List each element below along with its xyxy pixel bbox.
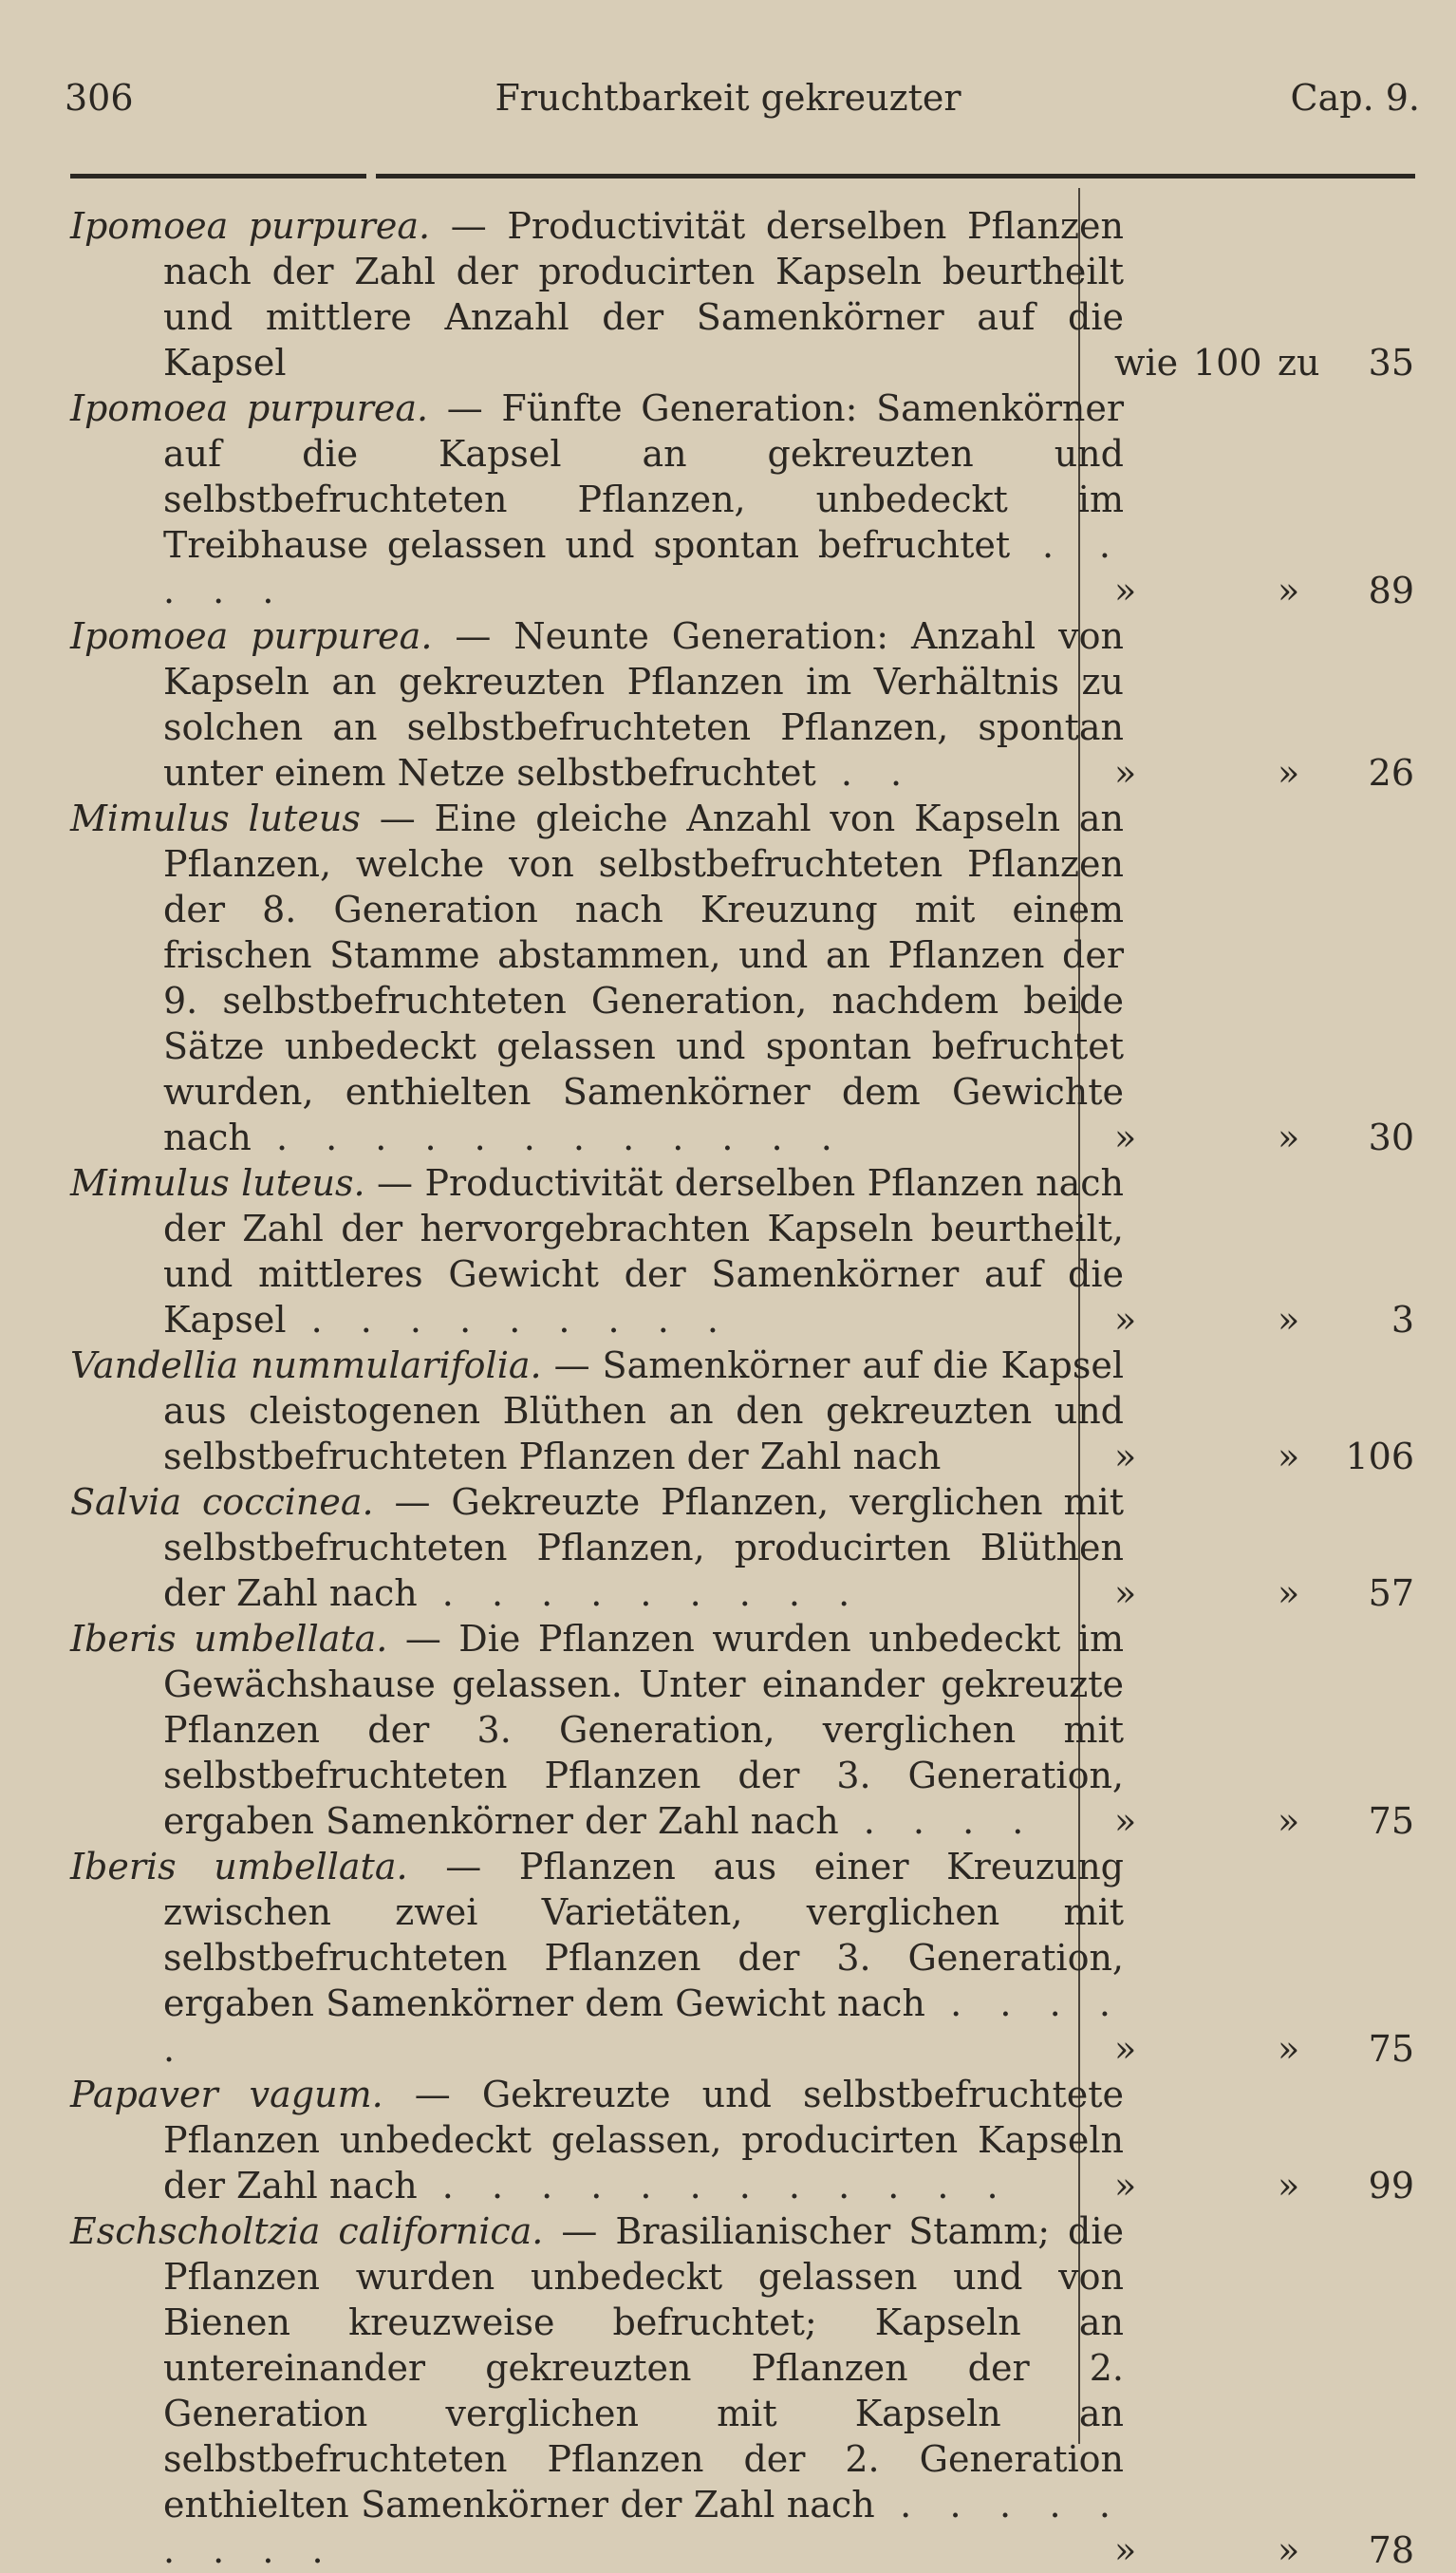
ratio-value: 30 (1368, 1117, 1414, 1158)
ratio-prefix: » (1114, 1436, 1137, 1477)
ratio-connector: » (1278, 752, 1300, 794)
row-description (70, 2208, 1124, 2573)
ratio-value: 3 (1391, 1299, 1414, 1341)
ratio-prefix: » (1114, 1800, 1137, 1842)
ratio-connector: » (1278, 1299, 1300, 1341)
ratio-cell (1092, 340, 1414, 385)
ratio-prefix: » (1114, 2529, 1137, 2571)
row-description (70, 1343, 1124, 1479)
table-row (0, 1616, 1456, 1844)
ratio-value: 57 (1368, 1572, 1414, 1614)
ratio-cell (1092, 1570, 1414, 1616)
species-name: Ipomoea purpurea. (70, 387, 429, 429)
ratio-cell (1092, 2527, 1414, 2573)
ratio-prefix: » (1114, 2165, 1137, 2207)
species-name: Iberis umbellata. (70, 1618, 388, 1660)
row-text: — Pflanzen aus einer Kreuzung zwischen zwei Varietäten, verglichen mit selbstbefruchteten Pflanzen der 3. Generation, ergaben Samenkörner dem Gewicht nach (163, 1846, 1124, 2024)
ratio-cell (1092, 1798, 1414, 1844)
table-row (0, 613, 1456, 796)
ratio-value: 99 (1368, 2165, 1414, 2207)
ratio-cell (1092, 568, 1414, 613)
row-description (70, 613, 1124, 796)
results-table (0, 203, 1456, 2573)
leader-dots: . . . . . . . . . (163, 2484, 1124, 2571)
row-text: — Brasilianischer Stamm; die Pflanzen wurden unbedeckt gelassen und von Bienen kreuzweise befruchtet; Kapseln an untereinander gekreuzten Pflanzen der 2. Generation verglichen mit Kapseln an selbstbefruchteten Pflanzen der 2. Generation enthielten Samenkörner der Zahl nach (163, 2210, 1124, 2526)
table-row (0, 1479, 1456, 1616)
species-name: Ipomoea purpurea. (70, 205, 431, 247)
ratio-prefix: » (1114, 1299, 1137, 1341)
chapter-label: Cap. 9. (1290, 77, 1420, 119)
row-text: — Samenkörner auf die Kapsel aus cleistogenen Blüthen an den gekreuzten und selbstbefruchteten Pflanzen der Zahl nach (163, 1344, 1124, 1477)
header-rule-long (376, 174, 1415, 178)
table-row (0, 1160, 1456, 1343)
row-text: — Die Pflanzen wurden unbedeckt im Gewächshause gelassen. Unter einander gekreuzte Pflanzen der 3. Generation, verglichen mit selbstbefruchteten Pflanzen der 3. Generation, ergaben Samenkörner der Zahl nach (163, 1618, 1125, 1842)
ratio-cell (1092, 750, 1414, 796)
page-number: 306 (65, 77, 134, 119)
table-row (0, 203, 1456, 385)
running-title: Fruchtbarkeit gekreuzter (495, 77, 961, 119)
table-row (0, 796, 1456, 1160)
leader-dots: . . (815, 752, 916, 794)
row-text: — Gekreuzte und selbstbefruchtete Pflanzen unbedeckt gelassen, producirten Kapseln der Zahl nach (163, 2074, 1125, 2207)
ratio-value: 106 (1345, 1436, 1414, 1477)
row-description (70, 2072, 1124, 2208)
row-text: — Productivität derselben Pflanzen nach der Zahl der hervorgebrachten Kapseln beurtheilt, und mittleres Gewicht der Samenkörner auf die Kapsel (163, 1162, 1124, 1341)
row-text: — Gekreuzte Pflanzen, verglichen mit selbstbefruchteten Pflanzen, producirten Blüthen der Zahl nach (163, 1481, 1124, 1614)
species-name: Salvia coccinea. (70, 1481, 374, 1523)
ratio-prefix: wie (1114, 342, 1179, 384)
table-row (0, 1844, 1456, 2072)
leader-dots: . . . . (838, 1800, 1037, 1842)
row-description (70, 1616, 1124, 1844)
leader-dots: . . . . . . . . . . . . (417, 2165, 1012, 2207)
ratio-cell (1092, 1434, 1414, 1479)
species-name: Ipomoea purpurea. (70, 615, 433, 657)
ratio-cell (1092, 2163, 1414, 2208)
row-description (70, 1479, 1124, 1616)
species-name: Iberis umbellata. (70, 1846, 408, 1887)
ratio-value: 26 (1368, 752, 1414, 794)
ratio-connector: » (1278, 570, 1300, 611)
ratio-value: 35 (1368, 342, 1414, 384)
ratio-connector: » (1278, 1436, 1300, 1477)
species-name: Mimulus luteus. (70, 1162, 365, 1204)
row-description (70, 385, 1124, 613)
row-description (70, 796, 1124, 1160)
ratio-prefix: » (1114, 570, 1137, 611)
ratio-connector: » (1278, 1800, 1300, 1842)
ratio-value: 78 (1368, 2529, 1414, 2571)
ratio-prefix: » (1114, 2028, 1137, 2070)
ratio-value: 75 (1368, 2028, 1414, 2070)
ratio-connector: » (1278, 1117, 1300, 1158)
row-description (70, 1160, 1124, 1343)
leader-dots: . . . . . (163, 1982, 1124, 2070)
ratio-connector: » (1278, 2165, 1300, 2207)
table-row (0, 385, 1456, 613)
ratio-cell (1092, 1297, 1414, 1343)
page-header (0, 74, 1456, 122)
row-description (70, 1844, 1124, 2072)
ratio-value: 75 (1368, 1800, 1414, 1842)
leader-dots: . . . . . . . . . (286, 1299, 732, 1341)
ratio-value: 89 (1368, 570, 1414, 611)
row-text: — Eine gleiche Anzahl von Kapseln an Pflanzen, welche von selbstbefruchteten Pflanzen der 8. Generation nach Kreuzung mit einem frischen Stamme abstammen, und an Pflanzen der 9. selbstbefruchteten Generation, nachdem beide Sätze unbedeckt gelassen und spontan befruchtet wurden, enthielten Samenkörner dem Gewichte nach (163, 798, 1124, 1158)
leader-dots: . . . . . (163, 524, 1124, 611)
row-description (70, 203, 1124, 385)
table-row (0, 1343, 1456, 1479)
species-name: Mimulus luteus (70, 798, 361, 839)
ratio-cell (1092, 2026, 1414, 2072)
ratio-connector: » (1278, 2529, 1300, 2571)
ratio-prefix: » (1114, 1117, 1137, 1158)
leader-dots: . . . . . . . . . (417, 1572, 864, 1614)
ratio-connector: » (1278, 1572, 1300, 1614)
row-text: — Productivität derselben Pflanzen nach der Zahl der producirten Kapseln beurtheilt und mittlere Anzahl der Samenkörner auf die Kapsel (163, 205, 1124, 384)
table-row (0, 2208, 1456, 2573)
ratio-connector: zu (1278, 342, 1320, 384)
row-text: — Fünfte Generation: Samenkörner auf die Kapsel an gekreuzten und selbstbefruchteten Pflanzen, unbedeckt im Treibhause gelassen und spontan befruchtet (163, 387, 1124, 566)
row-text: — Neunte Generation: Anzahl von Kapseln an gekreuzten Pflanzen im Verhältnis zu solchen an selbstbefruchteten Pflanzen, spontan unter einem Netze selbstbefruchtet (163, 615, 1124, 794)
ratio-prefix: » (1114, 752, 1137, 794)
species-name: Papaver vagum. (70, 2074, 383, 2115)
ratio-connector: » (1278, 2028, 1300, 2070)
species-name: Eschscholtzia californica. (70, 2210, 544, 2252)
table-row (0, 2072, 1456, 2208)
ratio-prefix: » (1114, 1572, 1137, 1614)
leader-dots: . . . . . . . . . . . . (251, 1117, 846, 1158)
ratio-base: 100 (1193, 342, 1262, 384)
ratio-cell (1092, 1115, 1414, 1160)
header-rule-short (70, 174, 366, 178)
species-name: Vandellia nummularifolia. (70, 1344, 542, 1386)
